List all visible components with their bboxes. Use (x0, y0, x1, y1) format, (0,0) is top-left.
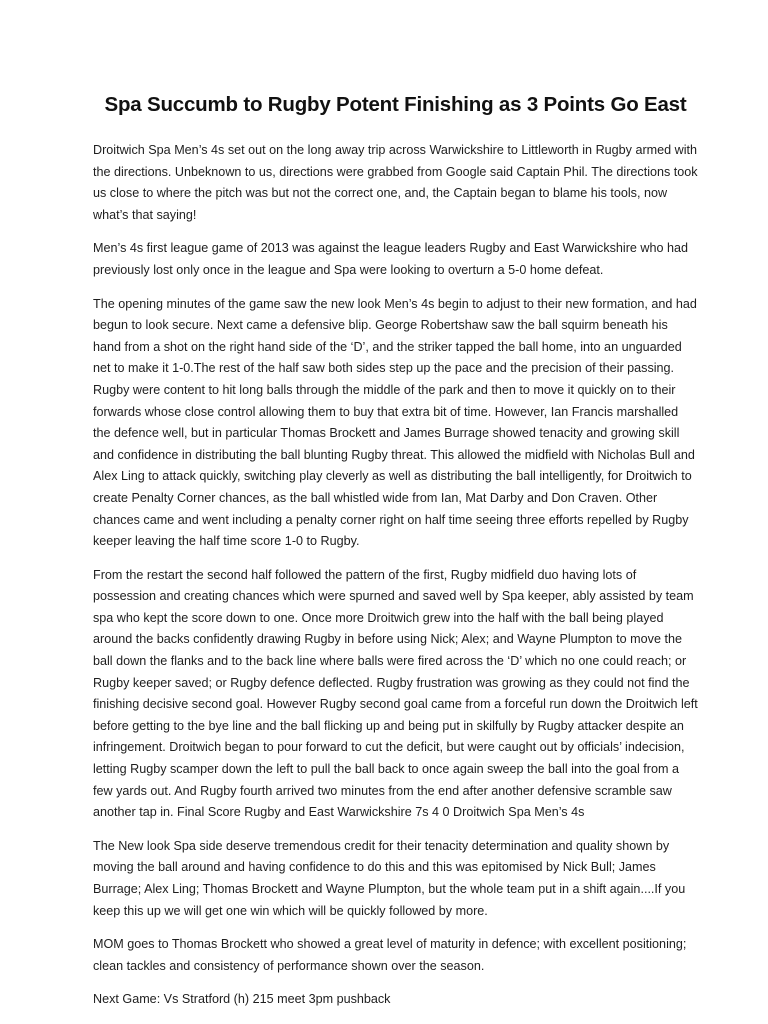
paragraph-second-half: From the restart the second half followed the pattern of the first, Rugby midfield duo having lots of possession and creating chances which were spurned and saved well by Spa keeper, ably assisted by team spa who kept the score down to one. Once more Droitwich grew into the half with the ball being played around the backs confidently drawing Rugby in before using Nick; Alex; and Wayne Plumpton to move the ball down the flanks and to the back line where balls were fired across the ‘D’ which no one could reach; or Rugby keeper saved; or Rugby defence deflected. Rugby frustration was growing as they could not find the finishing decisive second goal. However Rugby second goal came from a forceful run down the Droitwich left before getting to the bye line and the ball flicking up and being put in skilfully by Rugby attacker despite an infringement. Droitwich began to pour forward to cut the deficit, but were caught out by officials’ indecision, letting Rugby scamper down the left to pull the ball back to once again sweep the ball into the goal from a few yards out. And Rugby fourth arrived two minutes from the end after another defensive scramble saw another tap in. Final Score Rugby and East Warwickshire 7s 4 0 Droitwich Spa Men’s 4s (93, 567, 698, 820)
paragraph-intro: Droitwich Spa Men’s 4s set out on the long away trip across Warwickshire to Littleworth in Rugby armed with the directions. Unbeknown to us, directions were grabbed from Google said Captain Phil. The directions took us close to where the pitch was but not the correct one, and, the Captain began to blame his tools, now what’s that saying! (93, 143, 698, 222)
paragraph-team-credit: The New look Spa side deserve tremendous credit for their tenacity determination and quality shown by moving the ball around and having confidence to do this and this was epitomised by Nick Bull; James Burrage; Alex Ling; Thomas Brockett and Wayne Plumpton, but the whole team put in a shift again....If you keep this up we will get one win which will be quickly followed by more. (93, 838, 686, 918)
paragraph-first-half: The opening minutes of the game saw the new look Men’s 4s begin to adjust to their new formation, and had begun to look secure. Next came a defensive blip. George Robertshaw saw the ball squirm beneath his hand from a shot on the right hand side of the ‘D’, and the striker tapped the ball home, into an unguarded net to make it 1-0.The rest of the half saw both sides step up the pace and the precision of their passing. Rugby were content to hit long balls through the middle of the park and then to move it quickly on to their forwards whose close control allowing them to buy that extra bit of time. However, Ian Francis marshalled the defence well, but in particular Thomas Brockett and James Burrage showed tenacity and growing skill and confidence in distributing the ball blunting Rugby threat. This allowed the midfield with Nicholas Bull and Alex Ling to attack quickly, switching play cleverly as well as distributing the ball intelligently, for Droitwich to create Penalty Corner chances, as the ball whistled wide from Ian, Mat Darby and Don Craven. Other chances came and went including a penalty corner right on half time seeing three efforts repelled by Rugby keeper leaving the half time score 1-0 to Rugby. (93, 296, 697, 549)
article-title: Spa Succumb to Rugby Potent Finishing as 3 Points Go East (104, 93, 687, 116)
paragraph-league-context: Men’s 4s first league game of 2013 was against the league leaders Rugby and East Warwickshire who had previously lost only once in the league and Spa were looking to overturn a 5-0 home defeat. (93, 241, 689, 277)
next-game-line: Next Game: Vs Stratford (h) 215 meet 3pm pushback (93, 992, 391, 1007)
paragraph-man-of-match: MOM goes to Thomas Brockett who showed a great level of maturity in defence; with excellent positioning; clean tackles and consistency of performance shown over the season. (93, 937, 687, 973)
